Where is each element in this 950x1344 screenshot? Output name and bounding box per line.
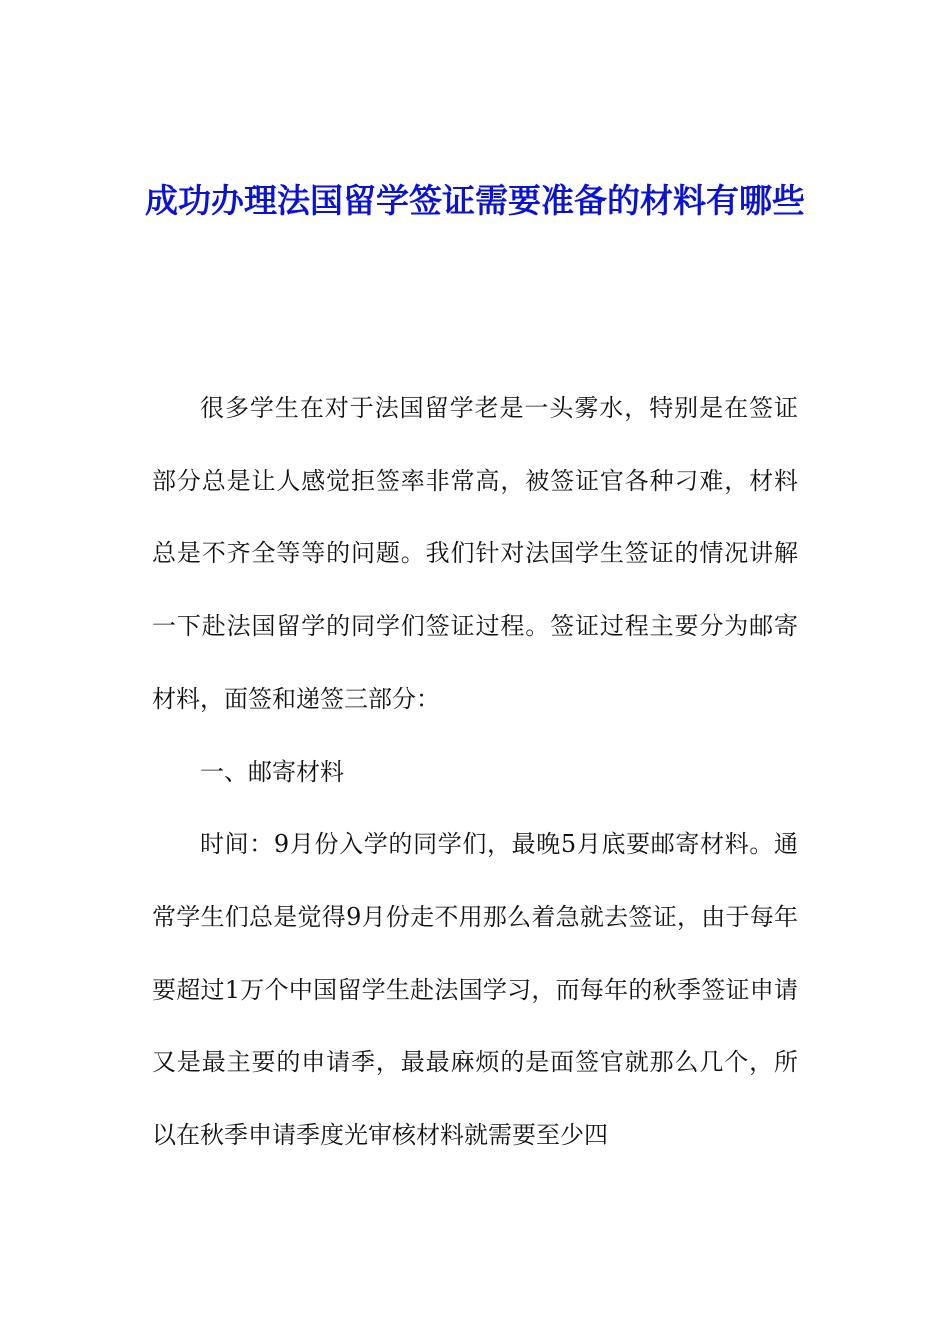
paragraph-timing: 时间：9月份入学的同学们，最晚5月底要邮寄材料。通常学生们总是觉得9月份走不用那么着急就去签证，由于每年要超过1万个中国留学生赴法国学习，而每年的秋季签证申请又是最主要的申请季，最最麻烦的是面签官就那么几个，所以在秋季申请季度光审核材料就需要至少四 bbox=[152, 830, 798, 1150]
section-heading-mailing: 一、邮寄材料 bbox=[200, 757, 344, 786]
document-body bbox=[152, 372, 798, 1172]
paragraph-intro: 很多学生在对于法国留学老是一头雾水，特别是在签证部分总是让人感觉拒签率非常高，被签证官各种刁难，材料总是不齐全等等的问题。我们针对法国学生签证的情况讲解一下赴法国留学的同学们签证过程。签证过程主要分为邮寄材料，面签和递签三部分： bbox=[152, 394, 798, 713]
document-title: 成功办理法国留学签证需要准备的材料有哪些 bbox=[145, 181, 805, 220]
